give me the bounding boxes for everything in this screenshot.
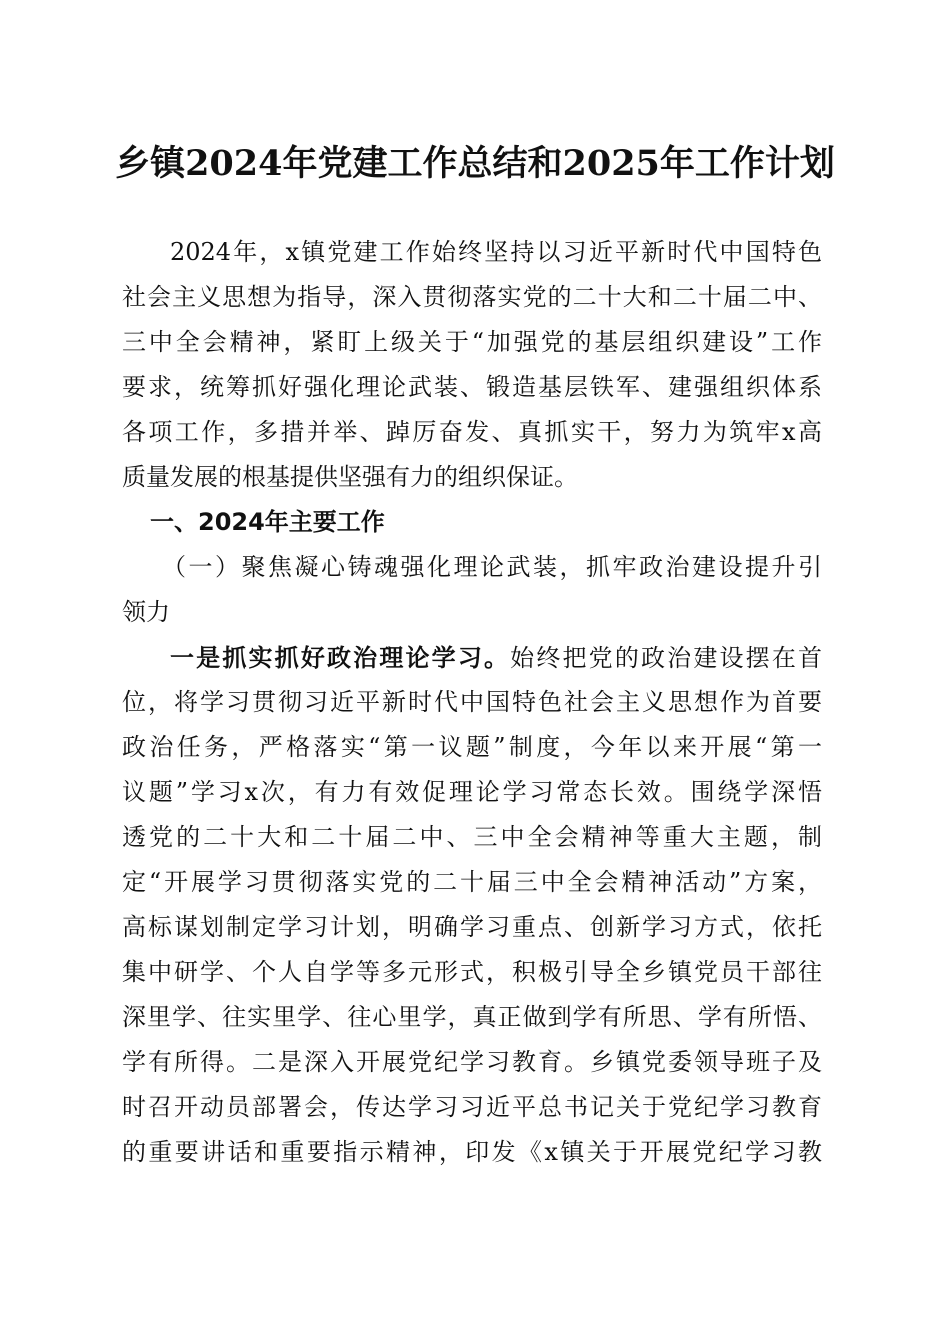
section-heading: 一、2024年主要工作 [150,508,385,536]
subsection-heading: （一）聚焦凝心铸魂强化理论武装，抓牢政治建设提升引 [162,553,822,581]
paragraph-line: 时召开动员部署会，传达学习习近平总书记关于党纪学习教育 [122,1093,822,1121]
paragraph-line: 位，将学习贯彻习近平新时代中国特色社会主义思想作为首要 [122,688,822,716]
paragraph-line: 议题”学习x次，有力有效促理论学习常态长效。围绕学深悟 [122,778,822,806]
intro-line: 要求，统筹抓好强化理论武装、锻造基层铁军、建强组织体系 [122,373,822,401]
document-body [122,230,822,1175]
paragraph-line: 集中研学、个人自学等多元形式，积极引导全乡镇党员干部往 [122,958,822,986]
paragraph-line: 的重要讲话和重要指示精神，印发《x镇关于开展党纪学习教 [122,1138,822,1166]
paragraph-line: 学有所得。二是深入开展党纪学习教育。乡镇党委领导班子及 [122,1048,822,1076]
para-lead: 一是抓实抓好政治理论学习。 [170,643,511,672]
intro-line: 三中全会精神，紧盯上级关于“加强党的基层组织建设”工作 [122,328,822,356]
paragraph-line: 透党的二十大和二十届二中、三中全会精神等重大主题，制 [122,823,822,851]
paragraph-line: 高标谋划制定学习计划，明确学习重点、创新学习方式，依托 [122,913,822,941]
paragraph-line: 政治任务，严格落实“第一议题”制度，今年以来开展“第一 [122,733,822,761]
paragraph-line: 定“开展学习贯彻落实党的二十届三中全会精神活动”方案， [122,868,822,896]
intro-line: 各项工作，多措并举、踔厉奋发、真抓实干，努力为筑牢x高 [122,418,822,446]
paragraph-line: 深里学、往实里学、往心里学，真正做到学有所思、学有所悟、 [122,1003,822,1031]
subsection-heading-cont: 领力 [122,598,170,626]
intro-line: 2024年，x镇党建工作始终坚持以习近平新时代中国特色 [170,238,822,266]
paragraph-line [122,635,822,680]
intro-line: 质量发展的根基提供坚强有力的组织保证。 [122,463,578,491]
intro-line: 社会主义思想为指导，深入贯彻落实党的二十大和二十届二中、 [122,283,822,311]
document-title: 乡镇2024年党建工作总结和2025年工作计划 [115,143,835,184]
para-text: 始终把党的政治建设摆在首 [510,644,823,672]
